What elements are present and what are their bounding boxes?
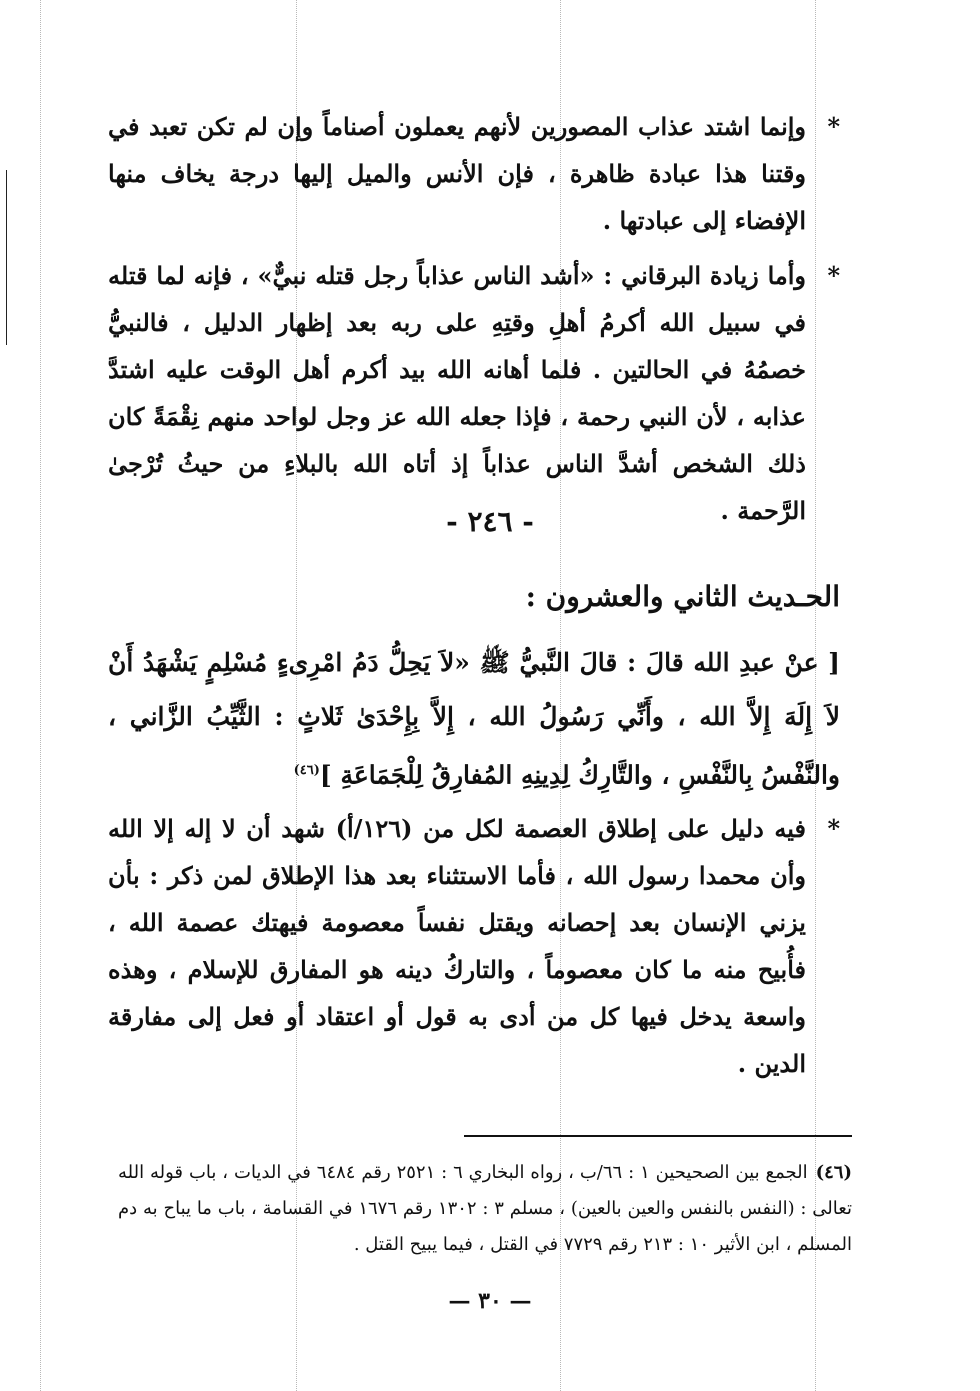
footnote-number: (٤٦) bbox=[815, 1162, 852, 1183]
paragraph-block-1 bbox=[108, 103, 840, 244]
section-heading: الحـديث الثاني والعشرون : bbox=[525, 580, 840, 613]
bullet-paragraph bbox=[108, 103, 840, 244]
bullet-paragraph bbox=[108, 252, 840, 534]
scan-artifact-line bbox=[40, 0, 41, 1391]
bullet-paragraph bbox=[108, 805, 840, 1087]
bullet-marker: * bbox=[827, 261, 840, 290]
footnote-text: الجمع بين الصحيحين ١ : ٦٦/ب ، رواه البخاري ٦ : ٢٥٢١ رقم ٦٤٨٤ في الديات ، باب قوله الله تعالى : (النفس بالنفس والعين بالعين) ، مسلم ٣ : ١٣٠٢ رقم ١٦٧٦ في القسامة ، باب ما يباح به دم المسلم ، ابن الأثير ١٠ : ٢١٣ رقم ٧٧٢٩ في القتل ، فيما يبيح القتل . bbox=[118, 1162, 852, 1255]
paragraph-block-3 bbox=[108, 805, 840, 1087]
section-number: - ٢٤٦ - bbox=[446, 505, 534, 538]
hadith-body: [ عنْ عبدِ الله قالَ : قالَ النَّبيُّ ﷺ «لاَ يَحِلُّ دَمُ امْرِىءٍ مُسْلِمٍ يَشْهَدُ أَنْ لاَ إِلَهَ إِلاَّ الله ، وأَنِّي رَسُولُ الله ، إِلاَّ بِإِحْدَىٰ ثَلاثٍ : الثَّيِّبُ الزَّاني ، والنَّفْسُ بِالنَّفْسِ ، والتَّارِكُ لِدِينِهِ المُفارِقُ لِلْجَمَاعَةِ ] bbox=[108, 648, 840, 790]
footnote bbox=[118, 1155, 852, 1263]
bullet-marker: * bbox=[827, 112, 840, 141]
footnote-divider bbox=[464, 1135, 852, 1137]
scan-edge-line bbox=[6, 170, 7, 345]
footnote-reference: (٤٦) bbox=[293, 763, 320, 778]
page-number: — ٣٠ — bbox=[448, 1288, 532, 1314]
hadith-text bbox=[108, 636, 840, 802]
paragraph-block-2 bbox=[108, 252, 840, 534]
paragraph-text: فيه دليل على إطلاق العصمة لكل من (١٢٦/أ) شهد أن لا إله إلا الله وأن محمدا رسول الله ، فأما الاستثناء بعد هذا الإطلاق لمن ذكر : بأن يزني الإنسان بعد إحصانه ويقتل نفساً معصومة فيهتك عصمة الله ، فأُبيح منه ما كان معصوماً ، والتاركُ دينه هو المفارق للإسلام ، وهذه واسعة يدخل فيها كل من أدى به قول أو اعتقاد أو فعل إلى مفارقة الدين . bbox=[108, 814, 806, 1078]
paragraph-text: وأما زيادة البرقاني : «أشد الناس عذاباً رجل قتله نبيٌّ» ، فإنه لما قتله في سبيل الله أكرمُ أهلِ وقتِهِ على ربه بعد إظهار الدليل ، فالنبيُّ خصمُهُ في الحالتين . فلما أهانه الله بيد أكرم أهل الوقت عليه اشتدَّ عذابه ، لأن النبي رحمة ، فإذا جعله الله عز وجل لواحد منهم نِقْمَةً كان ذلك الشخص أشدَّ الناس عذاباً إذ أتاه الله بالبلاءِ من حيثُ تُرْجىٰ الرَّحمة . bbox=[108, 261, 806, 525]
paragraph-text: وإنما اشتد عذاب المصورين لأنهم يعملون أصناماً وإن لم تكن تعبد في وقتنا هذا عبادة ظاهرة ، فإن الأنس والميل إليها درجة يخاف منها الإفضاء إلى عبادتها . bbox=[108, 112, 807, 235]
bullet-marker: * bbox=[827, 814, 840, 843]
